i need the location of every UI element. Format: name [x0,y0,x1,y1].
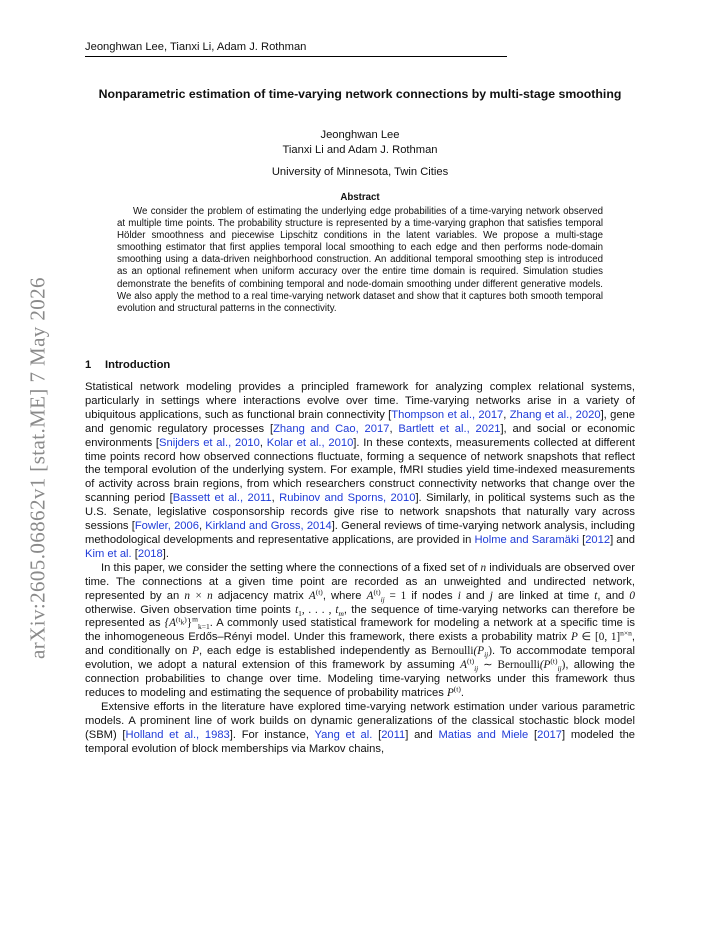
paragraph-1 [85,381,635,562]
text-run: ] and [405,728,439,741]
paper-title: Nonparametric estimation of time-varying network connections by multi-stage smoothing [98,87,622,101]
math-zero: 0 [629,589,635,602]
text-run: , and conditionally on [85,631,635,658]
citation-link[interactable]: 2012 [585,533,611,546]
math-t: t [594,589,598,602]
text-run: , [271,492,280,505]
text-run: ], gene and genomic regulatory processes [ [85,408,635,435]
citation-link[interactable]: Kim et al. [85,547,132,560]
text-run: are linked at time [492,589,595,602]
text-run: . A commonly used statistical framework for modeling a network at a specific time is the inhomogeneous Erdős–Rényi model. Under this framework, there exists a probability matrix [85,617,635,644]
text-run: individuals are observed over time. The connections at a given time point are recorded as an unweighted and undirected network, represented by an [85,561,635,602]
text-run: adjacency matrix [212,589,309,602]
text-run: , each edge is established independently as [199,645,432,658]
text-run: . To accommodate temporal evolution, we adopt a natural extension of this framework by assuming [85,645,635,672]
arxiv-identifier: arXiv:2605.06862v1 [stat.ME] 7 May 2026 [25,277,50,659]
citation-link[interactable]: 2018 [137,547,163,560]
math-j: j [489,589,493,602]
math-sup: (t) [315,586,323,596]
math-i: i [457,589,461,602]
math-sup: m [192,614,198,624]
text-run: , [389,422,399,435]
citation-link[interactable]: Kirkland and Gross, 2014 [205,520,332,533]
text-run: [ [528,728,538,741]
author-block [85,128,635,157]
math-model [460,656,566,674]
math-adjacency [308,586,323,602]
math-sub: k=1 [197,622,210,632]
math-sub: k [180,617,185,627]
citation-link[interactable]: Kolar et al., 2010 [266,436,354,449]
citation-link[interactable]: Thompson et al., 2017 [391,408,504,421]
citation-link[interactable]: Matias and Miele [438,728,529,741]
text-run: otherwise. Given observation time points [85,603,296,616]
text-run: ]. General reviews of time-varying network analysis, including methodological developments and representative applications, are provided in [85,520,636,546]
math-sub: ij [474,664,479,674]
math-symbol: Bernoulli [497,659,540,672]
math-symbol: {A [164,617,176,630]
math-time-points [295,604,344,616]
math-symbol: A [366,589,374,602]
math-sub: ij [557,664,562,674]
math-bernoulli [431,645,492,660]
math-adjacency-entry [366,586,407,604]
text-run: [ [372,728,382,741]
text-run: , [503,408,510,421]
math-sup-part: (t [175,614,181,624]
math-sup: n×n [620,628,632,638]
citation-link[interactable]: 2017 [537,728,562,741]
body-text [85,381,635,756]
text-run: , allowing the connection probabilities to change over time. Modeling time-varying networks under this framework thus reduces to modeling and estimating the sequence of probability matrices [85,659,635,699]
math-symbol: ) [488,645,492,658]
text-run: , the sequence of time-varying networks can therefore be represented as [85,603,635,630]
citation-link[interactable]: Holland et al., 1983 [125,728,230,741]
citation-link[interactable]: Fowler, 2006 [134,520,199,533]
text-run: , where [322,589,367,602]
math-symbol: } [186,617,193,630]
text-run: Statistical network modeling provides a principled framework for analyzing complex relational systems, particularly in settings where interactions evolve over time. Time-varying networks arise in a variety of ubiquitous applications, such as functional brain connectivity [ [85,381,635,421]
text-run: ] modeled the temporal evolution of block memberships via Markov chains, [85,728,636,755]
math-symbol: Bernoulli [431,645,474,658]
math-network-sequence [164,614,210,632]
text-run: ]. For instance, [229,728,315,741]
math-symbol: A [308,589,316,602]
math-symbol: A [460,659,467,672]
text-run: if nodes [406,589,458,602]
math-symbol: P [571,631,578,644]
section-title: Introduction [105,359,171,371]
math-symbol: P [446,686,454,699]
running-head: Jeonghwan Lee, Tianxi Li, Adam J. Rothman [85,41,507,57]
citation-link[interactable]: Snijders et al., 2010 [159,436,260,449]
paragraph-2 [85,562,635,701]
math-eq: = 1 [384,589,407,602]
text-run: In this paper, we consider the setting where the connections of a fixed set of [101,561,481,574]
text-run: [ [578,533,586,546]
math-symbol: (P [539,659,551,672]
text-run: . [460,686,464,699]
abstract-heading: Abstract [340,192,380,203]
text-run: ]. Similarly, in political systems such as the U.S. Senate, legislative cosponsorship records give rise to network snapshots that naturally vary across sessions [ [85,492,636,533]
text-run: ] and [610,533,635,546]
text-run: , [198,520,206,533]
math-symbol: ) [561,659,566,672]
paragraph-3 [85,701,635,757]
math-sub: ij [484,650,489,660]
text-run: , and [597,589,630,602]
author-line-1: Jeonghwan Lee [320,129,400,141]
math-sup: (t) [373,586,381,596]
citation-link[interactable]: Zhang et al., 2020 [509,408,601,421]
math-sup-part: ) [184,614,187,624]
math-symbol: ∼ [478,659,498,672]
math-P: P [192,645,200,658]
math-symbol: ∈ [0, 1] [577,631,621,644]
math-nxn: n × n [184,589,213,602]
math-sup: (t) [466,656,475,666]
math-sub: ij [380,594,385,604]
text-run: , [259,436,267,449]
citation-link[interactable]: Yang et al. [314,728,373,741]
citation-link[interactable]: Zhang and Cao, 2017 [273,422,390,435]
math-sup: (t) [453,684,461,694]
affiliation: University of Minnesota, Twin Cities [271,166,449,178]
math-P-sequence [446,684,461,699]
math-sup [175,614,187,627]
citation-link[interactable]: Holme and Saramäki [474,533,579,546]
text-run: and [460,589,490,602]
math-sub: m [338,608,344,618]
math-dots: , . . . , t [301,603,339,616]
text-run: Extensive efforts in the literature have explored time-varying network estimation under various parametric models. A prominent line of work builds on dynamic generalizations of the classical stochastic block model (SBM) [ [85,700,635,741]
math-n: n [480,561,487,574]
math-sub: 1 [298,608,302,618]
citation-link[interactable]: Bassett et al., 2011 [172,492,272,505]
abstract-text: We consider the problem of estimating the underlying edge probabilities of a time-varying network observed at multiple time points. The probability structure is represented by a time-varying graphon that satisfies temporal Hölder smoothness and piecewise Lipschitz conditions in the latent variables. We propose a multi-stage smoothing estimator that first applies temporal local smoothing to each edge and then performs node-domain smoothing using a data-driven neighborhood construction. An additional temporal smoothing step is introduced as an optional refinement when uniform accuracy over the entire time domain is required. Simulation studies demonstrate the benefits of combining temporal and node-domain smoothing under different generative models. We also apply the method to a real time-varying network dataset and show that it captures both smooth temporal evolution and structural patterns in the connectivity. [117,206,603,314]
citation-link[interactable]: Rubinov and Sporns, 2010 [279,492,416,505]
math-symbol: t [295,603,299,616]
citation-link[interactable]: Bartlett et al., 2021 [398,422,501,435]
text-run: ]. In these contexts, measurements collected at different time points record how observed connections fluctuate, forming a sequence of network snapshots that reflect the temporal evolution of the underlying system. For example, fMRI studies yield time-indexed measurements of activity across brain regions, from which researchers construct connectivity networks that change over the scanning period [ [85,436,635,505]
text-run: ]. [162,547,169,560]
citation-link[interactable]: 2011 [381,728,406,741]
text-run: [ [131,547,138,560]
text-run: ], and social or economic environments [ [85,422,636,449]
math-symbol: (P [473,645,485,658]
section-heading [85,359,170,371]
math-sup: (t) [550,656,558,666]
section-number: 1 [85,359,92,371]
author-line-2: Tianxi Li and Adam J. Rothman [282,143,438,156]
math-probability-matrix [571,628,632,644]
